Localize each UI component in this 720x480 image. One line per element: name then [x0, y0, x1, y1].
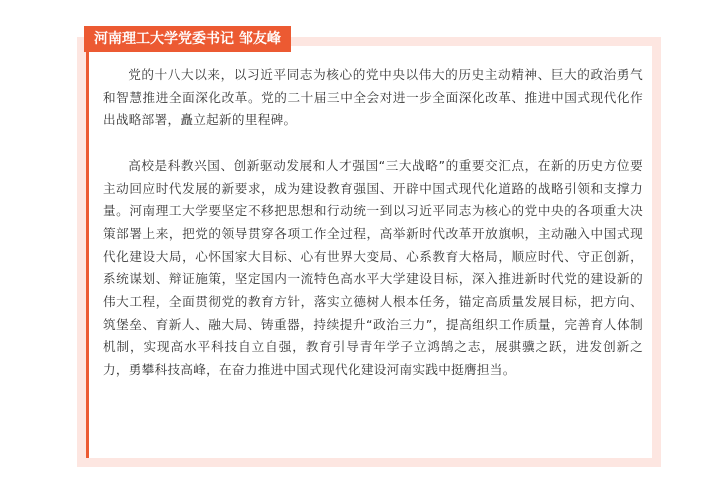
article-body: [103, 64, 643, 382]
paragraph-2: 高校是科教兴国、创新驱动发展和人才强国“三大战略”的重要交汇点，在新的历史方位要主动回应时代发展的新要求，成为建设教育强国、开辟中国式现代化道路的战略引领和支撑力量。河南理工大学要坚定不移把思想和行动统一到以习近平同志为核心的党中央的各项重大决策部署上来，把党的领导贯穿各项工作全过程，高举新时代改革开放旗帜，主动融入中国式现代化建设大局，心怀国家大目标、心有世界大变局、心系教育大格局，顺应时代、守正创新，系统谋划、辩证施策，坚定国内一流特色高水平大学建设目标，深入推进新时代党的建设新的伟大工程，全面贯彻党的教育方针，落实立德树人根本任务，锚定高质量发展目标，把方向、筑堡垒、育新人、融大局、铸重器，持续提升“政治三力”，提高组织工作质量，完善育人体制机制，实现高水平科技自立自强，教育引导青年学子立鸿鹄之志，展骐骥之跃，进发创新之力，勇攀科技高峰，在奋力推进中国式现代化建设河南实践中挺膺担当。: [103, 157, 643, 378]
author-title-tab: 河南理工大学党委书记 邹友峰: [84, 26, 291, 52]
paragraph-1: 党的十八大以来，以习近平同志为核心的党中央以伟大的历史主动精神、巨大的政治勇气和智慧推进全面深化改革。党的二十届三中全会对进一步全面深化改革、推进中国式现代化作出战略部署，矗立起新的里程碑。: [103, 67, 643, 128]
